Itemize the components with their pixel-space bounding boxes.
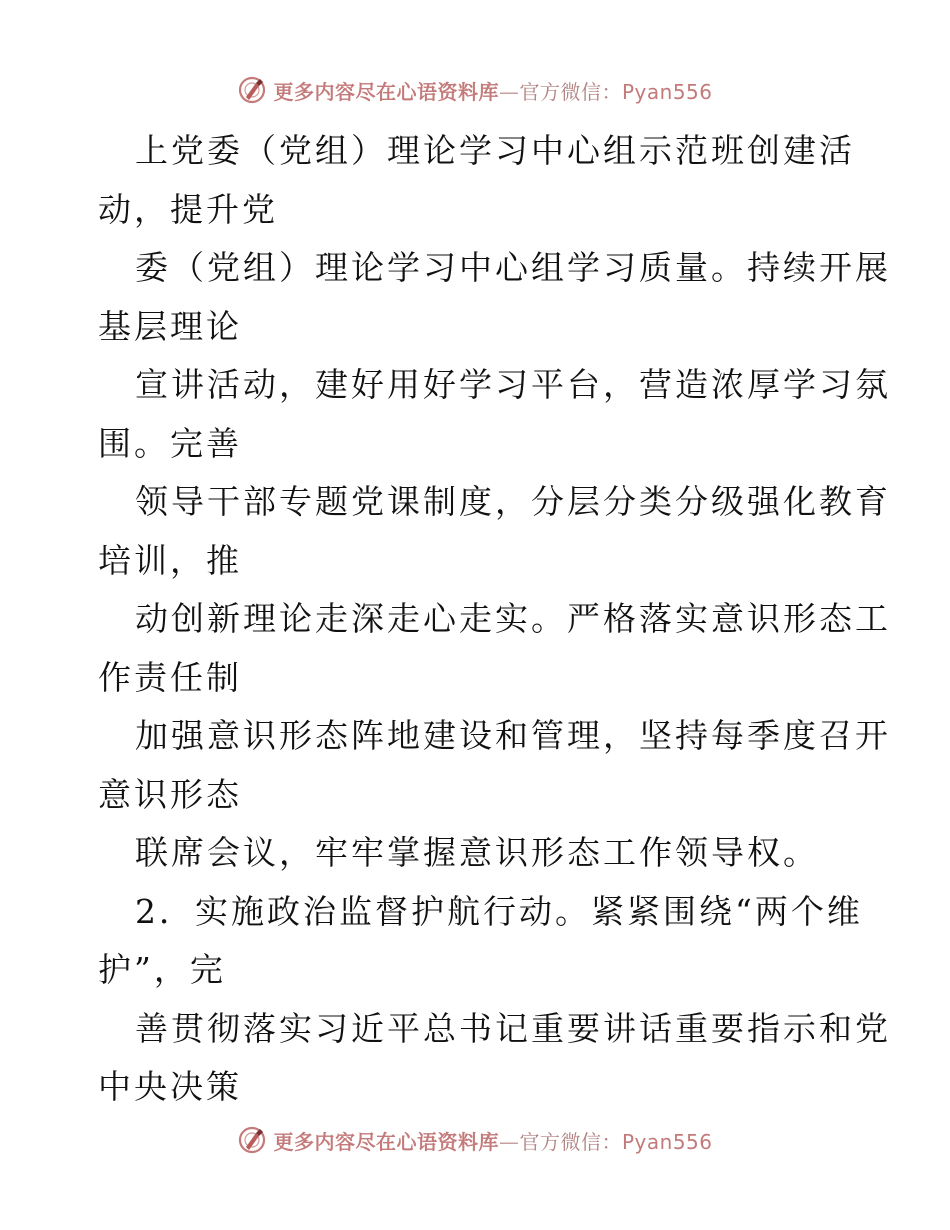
body-line: 上党委（党组）理论学习中心组示范班创建活 bbox=[135, 131, 855, 170]
body-line: 联席会议，牢牢掌握意识形态工作领导权。 bbox=[135, 833, 819, 872]
pen-nib-circle-icon bbox=[237, 75, 267, 105]
pen-nib-circle-icon bbox=[237, 1125, 267, 1155]
body-line: 动创新理论走深走心走实。严格落实意识形态工 bbox=[135, 599, 891, 638]
body-line: 护”，完 bbox=[98, 950, 226, 989]
watermark-footer bbox=[0, 1120, 950, 1160]
watermark-text bbox=[273, 1126, 712, 1155]
watermark-dash: — bbox=[498, 79, 520, 104]
watermark-brand: 更多内容尽在心语资料库 bbox=[273, 1129, 499, 1154]
body-line: 加强意识形态阵地建设和管理，坚持每季度召开 bbox=[135, 716, 891, 755]
body-line: 意识形态 bbox=[98, 774, 242, 814]
watermark-dash: — bbox=[498, 1129, 520, 1154]
body-line: 动，提升党 bbox=[98, 189, 278, 229]
watermark-brand: 更多内容尽在心语资料库 bbox=[273, 79, 499, 104]
body-line: 围。完善 bbox=[98, 423, 242, 463]
watermark-header bbox=[0, 70, 950, 110]
body-line: 委（党组）理论学习中心组学习质量。持续开展 bbox=[135, 248, 891, 287]
body-line: 基层理论 bbox=[98, 306, 242, 346]
body-line: 培训，推 bbox=[98, 540, 242, 580]
watermark-label: 官方微信： bbox=[519, 79, 622, 104]
body-line: 宣讲活动，建好用好学习平台，营造浓厚学习氛 bbox=[135, 365, 891, 404]
body-line: 2．实施政治监督护航行动。紧紧围绕“两个维 bbox=[135, 891, 863, 931]
body-line: 作责任制 bbox=[98, 657, 242, 697]
watermark-id: Pyan556 bbox=[621, 1129, 713, 1154]
watermark-label: 官方微信： bbox=[519, 1129, 622, 1154]
body-line: 领导干部专题党课制度，分层分类分级强化教育 bbox=[135, 482, 891, 521]
watermark-id: Pyan556 bbox=[621, 79, 713, 104]
document-body bbox=[98, 122, 891, 1117]
body-line: 善贯彻落实习近平总书记重要讲话重要指示和党 bbox=[135, 1008, 891, 1048]
body-line: 中央决策 bbox=[98, 1067, 242, 1106]
watermark-text bbox=[273, 76, 712, 105]
